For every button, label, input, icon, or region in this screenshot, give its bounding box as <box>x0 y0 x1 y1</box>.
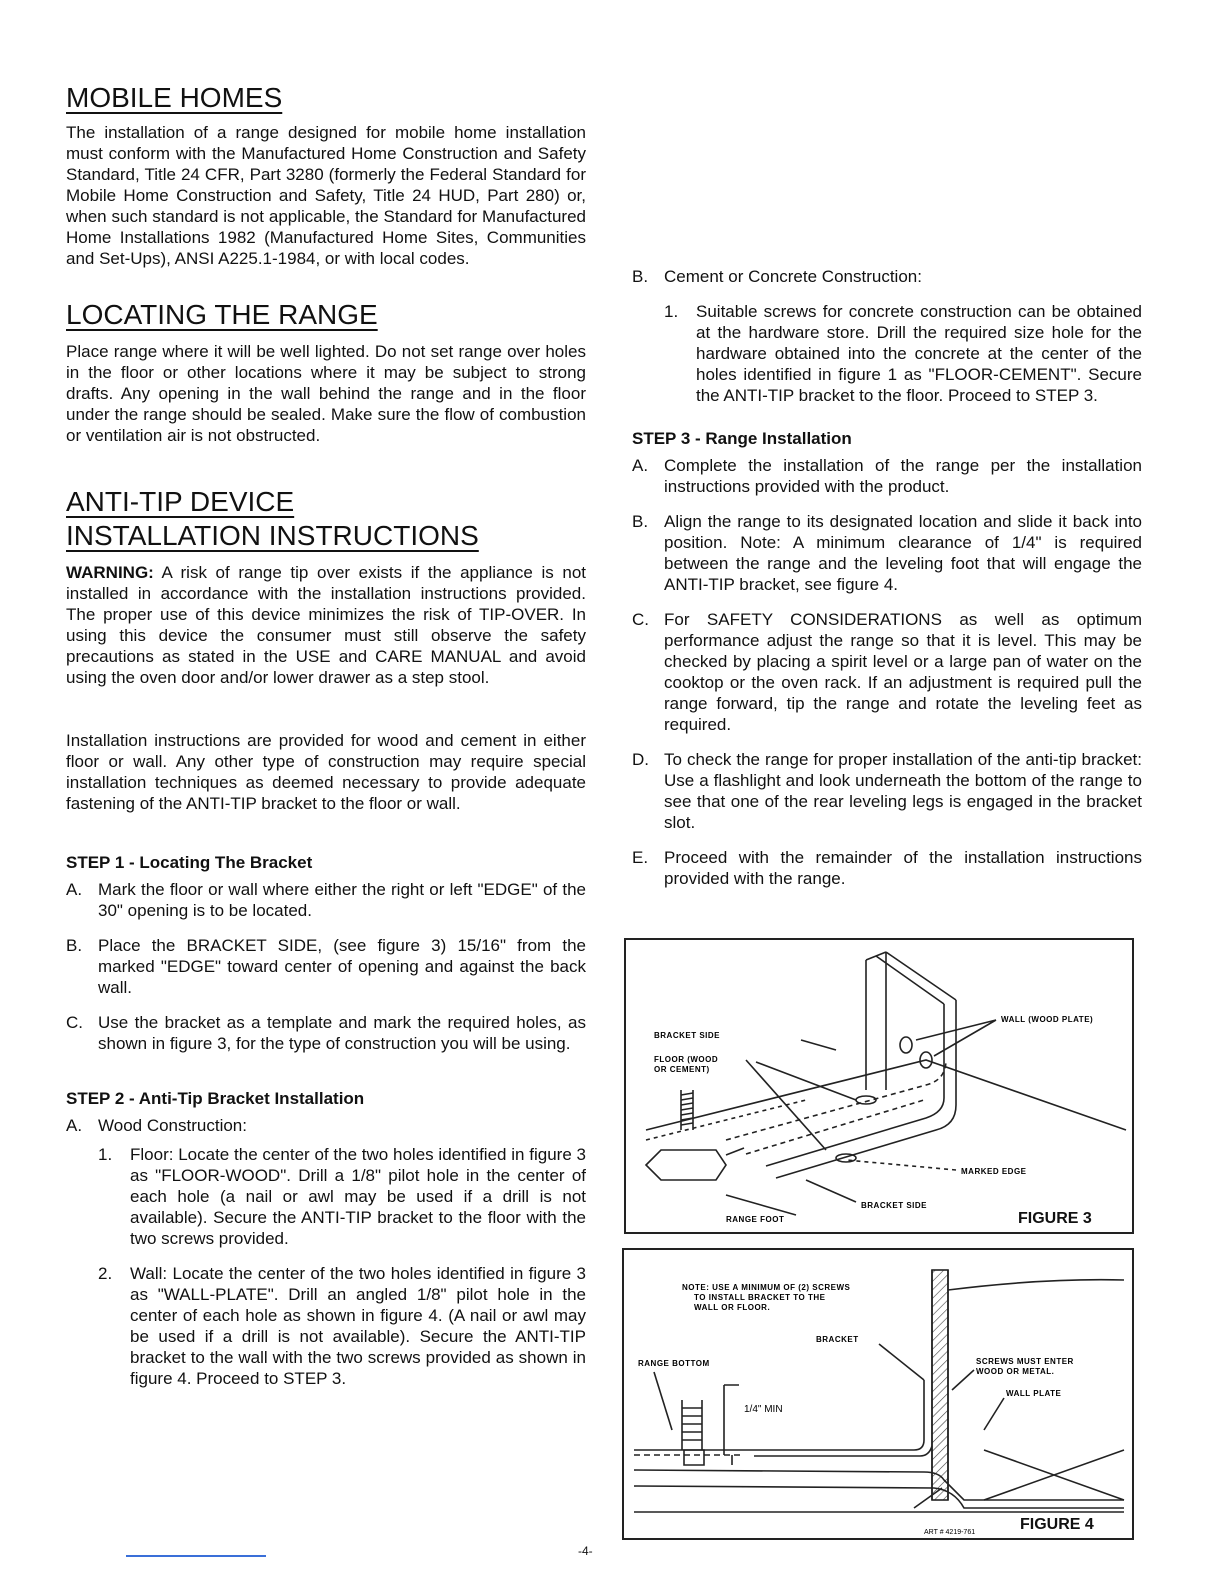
warning-text: A risk of range tip over exists if the appliance is not installed in accordance with the installation instructions provided. The proper use of this device minimizes the risk of TIP-OVER. In using this device the consumer must still observe the safety precautions as stated in the USE and CARE MANUAL and avoid using the oven door and/or lower drawer as a step stool. <box>66 563 586 687</box>
locating-body: Place range where it will be well lighted. Do not set range over holes in the floor or other locations where it may be subject to strong drafts. Any opening in the wall behind the range and in the floor under the range should be sealed. Make sure the flow of combustion or ventilation air is not obstructed. <box>66 342 586 445</box>
step2-item-b1 <box>664 301 1142 406</box>
step3-item-d <box>632 749 1142 833</box>
mobile-homes-heading: MOBILE HOMES <box>66 82 283 113</box>
figure-4-caption: FIGURE 4 <box>1020 1516 1094 1533</box>
step3-item-a-text: Complete the installation of the range per the installation instructions provided with the product. <box>664 456 1142 496</box>
step3-item-d-label: D. <box>632 750 649 769</box>
step1-item-b <box>66 935 586 998</box>
step3-item-b-text: Align the range to its designated location and slide it back into position. Note: A minimum clearance of 1/4" is required between the range and the leveling foot that will engage the ANTI-TIP bracket, see figure 4. <box>664 512 1142 594</box>
fig4-label-range-bottom: RANGE BOTTOM <box>638 1359 710 1368</box>
step1-item-b-label: B. <box>66 936 83 955</box>
step1-item-b-text: Place the BRACKET SIDE, (see figure 3) 15/16" from the marked "EDGE" toward center of opening and against the back wall. <box>98 936 586 997</box>
antitip-heading-line2: INSTALLATION INSTRUCTIONS <box>66 520 479 551</box>
step3-item-a <box>632 455 1142 497</box>
figure-3-caption: FIGURE 3 <box>1018 1210 1092 1227</box>
step3-list <box>632 455 1142 889</box>
step3-item-d-text: To check the range for proper installation of the anti-tip bracket: Use a flashlight and look underneath the bottom of the range to see that one of the rear leveling legs is engaged in the bracket slot. <box>664 750 1142 832</box>
step3-item-a-label: A. <box>632 456 649 475</box>
step2-item-a1-text: Floor: Locate the center of the two holes identified in figure 3 as "FLOOR-WOOD". Drill a 1/8" pilot hole in the center of each hole (a nail or awl may be used if a drill is not available). Secure the ANTI-TIP bracket to the floor with the two screws provided. <box>130 1145 586 1248</box>
step2-item-a-label: A. <box>66 1116 83 1135</box>
fig4-art-no: ART # 4219-761 <box>924 1529 976 1536</box>
step2-item-b1-label: 1. <box>664 302 679 321</box>
range-foot-shape <box>646 1150 726 1180</box>
step1-item-c-label: C. <box>66 1013 83 1032</box>
fig3-label-marked-edge: MARKED EDGE <box>961 1167 1027 1176</box>
warning-paragraph <box>66 562 586 688</box>
step3-item-c-label: C. <box>632 610 649 629</box>
fig4-label-screws-2: WOOD OR METAL. <box>976 1367 1055 1376</box>
fig4-label-min: 1/4" MIN <box>744 1404 783 1415</box>
step3-heading: STEP 3 - Range Installation <box>632 429 852 448</box>
right-column <box>632 266 1142 889</box>
step2-item-b-label: B. <box>632 267 649 286</box>
step2-item-a2-label: 2. <box>98 1264 113 1283</box>
fig4-label-screws-1: SCREWS MUST ENTER <box>976 1357 1074 1366</box>
fig3-label-floor-1: FLOOR (WOOD <box>654 1055 719 1064</box>
wall-plate-hatch <box>932 1270 948 1500</box>
mobile-homes-body: The installation of a range designed for mobile home installation must conform with the Manufactured Home Construction and Safety Standard, Title 24 CFR, Part 3280 (formerly the Federal Standard for Mobile Home Construction and Safety, Title 24 HUD, Part 280) or, when such standard is not applicable, the Standard for Manufactured Home Installations 1982 (Manufactured Home Sites, Communities and Set-Ups), ANSI A225.1-1984, or with local codes. <box>66 123 586 268</box>
fig4-label-wall-plate: WALL PLATE <box>1006 1389 1062 1398</box>
step2-item-a2 <box>98 1263 586 1389</box>
figure-4 <box>622 1248 1134 1540</box>
step1-item-c <box>66 1012 586 1054</box>
step2-item-a1 <box>98 1144 586 1249</box>
fig3-label-wall: WALL (WOOD PLATE) <box>1001 1015 1094 1024</box>
step2-item-b-text: Cement or Concrete Construction: <box>664 267 922 286</box>
step2-item-a1-label: 1. <box>98 1145 113 1164</box>
fig4-note-1: NOTE: USE A MINIMUM OF (2) SCREWS <box>682 1283 851 1292</box>
scan-mark <box>126 1555 266 1557</box>
step2-item-a2-text: Wall: Locate the center of the two holes identified in figure 3 as "WALL-PLATE". Drill an angled 1/8" pilot hole in the center of each hole as shown in figure 4. (A nail or awl may be used if a drill is not available). Secure the ANTI-TIP bracket to the wall with the two screws provided as shown in figure 4. Proceed to STEP 3. <box>130 1264 586 1388</box>
step1-heading: STEP 1 - Locating The Bracket <box>66 853 313 872</box>
fig4-label-bracket: BRACKET <box>816 1335 859 1344</box>
step1-item-c-text: Use the bracket as a template and mark the required holes, as shown in figure 3, for the type of construction you will be using. <box>98 1013 586 1053</box>
fig4-note-3: WALL OR FLOOR. <box>694 1303 771 1312</box>
figure-4-illustration <box>624 1250 1132 1538</box>
step2-item-a <box>66 1115 586 1136</box>
locating-heading: LOCATING THE RANGE <box>66 299 378 330</box>
page-number: -4- <box>578 1544 593 1558</box>
step3-item-b <box>632 511 1142 595</box>
figure-3-illustration <box>626 940 1132 1232</box>
step2-item-a-text: Wood Construction: <box>98 1116 247 1135</box>
fig3-label-range-foot: RANGE FOOT <box>726 1215 785 1224</box>
antitip-heading-line1: ANTI-TIP DEVICE <box>66 486 295 517</box>
step1-item-a-text: Mark the floor or wall where either the right or left "EDGE" of the 30" opening is to be located. <box>98 880 586 920</box>
step3-item-e-label: E. <box>632 848 649 867</box>
fig3-label-bracket-side: BRACKET SIDE <box>654 1031 721 1040</box>
step3-item-c <box>632 609 1142 735</box>
step3-item-e-text: Proceed with the remainder of the installation instructions provided with the range. <box>664 848 1142 888</box>
step3-item-e <box>632 847 1142 889</box>
step3-item-b-label: B. <box>632 512 649 531</box>
step1-item-a <box>66 879 586 921</box>
step1-item-a-label: A. <box>66 880 83 899</box>
step3-item-c-text: For SAFETY CONSIDERATIONS as well as optimum performance adjust the range so that it is level. This may be checked by placing a spirit level or a large pan of water on the cooktop or the oven rack. If an adjustment is required pull the range forward, tip the range and rotate the leveling feet as required. <box>664 610 1142 734</box>
step1-list <box>66 879 586 1054</box>
fig3-label-floor-2: OR CEMENT) <box>654 1065 710 1074</box>
step2-item-b1-text: Suitable screws for concrete construction can be obtained at the hardware store. Drill the required size hole for the hardware obtained into the concrete at the center of the holes identified in figure 1 as "FLOOR-CEMENT". Secure the ANTI-TIP bracket to the floor. Proceed to STEP 3. <box>696 302 1142 405</box>
left-column <box>66 82 586 1389</box>
warning-label: WARNING: <box>66 563 154 582</box>
antitip-intro: Installation instructions are provided for wood and cement in either floor or wall. Any other type of construction may require special installation techniques as deemed necessary to provide adequate fastening of the ANTI-TIP bracket to the floor or wall. <box>66 731 586 813</box>
step2-item-b <box>632 266 1142 287</box>
step2-heading: STEP 2 - Anti-Tip Bracket Installation <box>66 1089 365 1108</box>
figure-3 <box>624 938 1134 1234</box>
fig4-note-2: TO INSTALL BRACKET TO THE <box>694 1293 826 1302</box>
fig3-label-bracket-side2: BRACKET SIDE <box>861 1201 928 1210</box>
